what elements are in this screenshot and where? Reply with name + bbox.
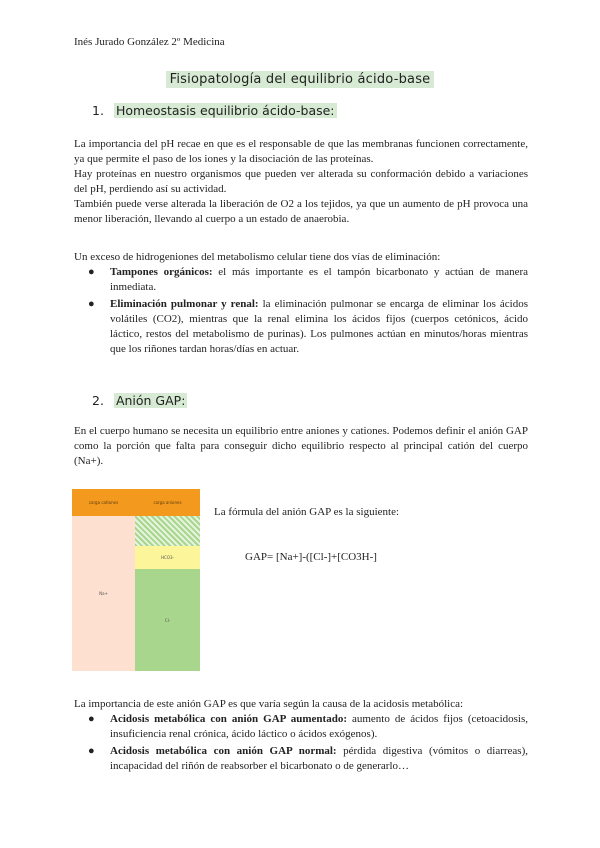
section1-paragraphs (74, 137, 528, 227)
document-header: Inés Jurado González 2º Medicina (74, 36, 225, 48)
section2-p1: En el cuerpo humano se necesita un equilibrio entre aniones y cationes. Podemos definir el anión GAP como la porción que falta para conseguir dicho equilibrio respecto al principal catión del cuerpo (Na+). (74, 425, 528, 467)
list-item (74, 744, 528, 774)
section1-bullet-list (74, 265, 528, 359)
cations-header: carga cationes (72, 489, 135, 516)
gap-block (135, 516, 200, 546)
section2-bullet-list (74, 712, 528, 776)
section1-p2: Hay proteínas en nuestro organismos que pueden ver alterada su conformación debido a variaciones del pH, perdiendo así su actividad. (74, 168, 528, 195)
bullet-icon: ● (88, 713, 95, 725)
bullet-icon: ● (88, 298, 95, 310)
list-item (74, 712, 528, 742)
chloride-block: Cl- (135, 569, 200, 671)
bullet-text: aumento de ácidos fijos (cetoacidosis, insuficiencia renal crónica, ácido láctico o ácidos exógenos). (110, 713, 528, 740)
section1-p3: También puede verse alterada la liberación de O2 a los tejidos, ya que un aumento de pH provoca una menor liberación, llevando al cuerpo a un estado de anaerobia. (74, 198, 528, 225)
section1-heading (92, 103, 337, 118)
bullet-icon: ● (88, 266, 95, 278)
formula: GAP= [Na+]-([Cl-]+[CO3H-] (245, 551, 377, 563)
bullet-bold: Acidosis metabólica con anión GAP normal: (110, 745, 337, 757)
page-title: Fisiopatología del equilibrio ácido-base (166, 71, 435, 88)
section1-number: 1. (92, 103, 104, 118)
anion-gap-figure (72, 489, 200, 671)
section2-heading (92, 393, 187, 408)
bullet-bold: Tampones orgánicos: (110, 266, 213, 278)
section2-number: 2. (92, 393, 104, 408)
sodium-block: Na+ (72, 516, 135, 671)
section1-p4: Un exceso de hidrogeniones del metabolismo celular tiene dos vías de eliminación: (74, 251, 441, 263)
section1-p1: La importancia del pH recae en que es el responsable de que las membranas funcionen correctamente, ya que permite el paso de los iones y la disociación de las proteínas. (74, 138, 528, 165)
list-item (74, 265, 528, 295)
bullet-icon: ● (88, 745, 95, 757)
bullet-text: pérdida digestiva (vómitos o diarreas), incapacidad del riñón de reabsorber el bicarbonato o de generarlo… (110, 745, 528, 772)
bicarbonate-block: HCO3- (135, 546, 200, 569)
bullet-bold: Eliminación pulmonar y renal: (110, 298, 259, 310)
section1-title: Homeostasis equilibrio ácido-base: (115, 103, 335, 118)
section2-p2: La importancia de este anión GAP es que varía según la causa de la acidosis metabólica: (74, 698, 464, 710)
formula-intro: La fórmula del anión GAP es la siguiente: (214, 506, 400, 518)
bullet-bold: Acidosis metabólica con anión GAP aumentado: (110, 713, 347, 725)
list-item (74, 297, 528, 357)
bullet-text: el más importante es el tampón bicarbonato y actúan de manera inmediata. (110, 266, 529, 293)
bullet-text: la eliminación pulmonar se encarga de eliminar los ácidos volátiles (CO2), mientras que la renal elimina los ácidos fijos (cuerpos cetónicos, ácido láctico, restos del metabolismo de purinas). Los pulmones actúan en minutos/horas mientras que los riñones tardan horas/días en actuar. (110, 298, 528, 355)
anions-header: carga aniones (135, 489, 200, 516)
section2-title: Anión GAP: (115, 393, 186, 408)
title-container (0, 70, 600, 88)
